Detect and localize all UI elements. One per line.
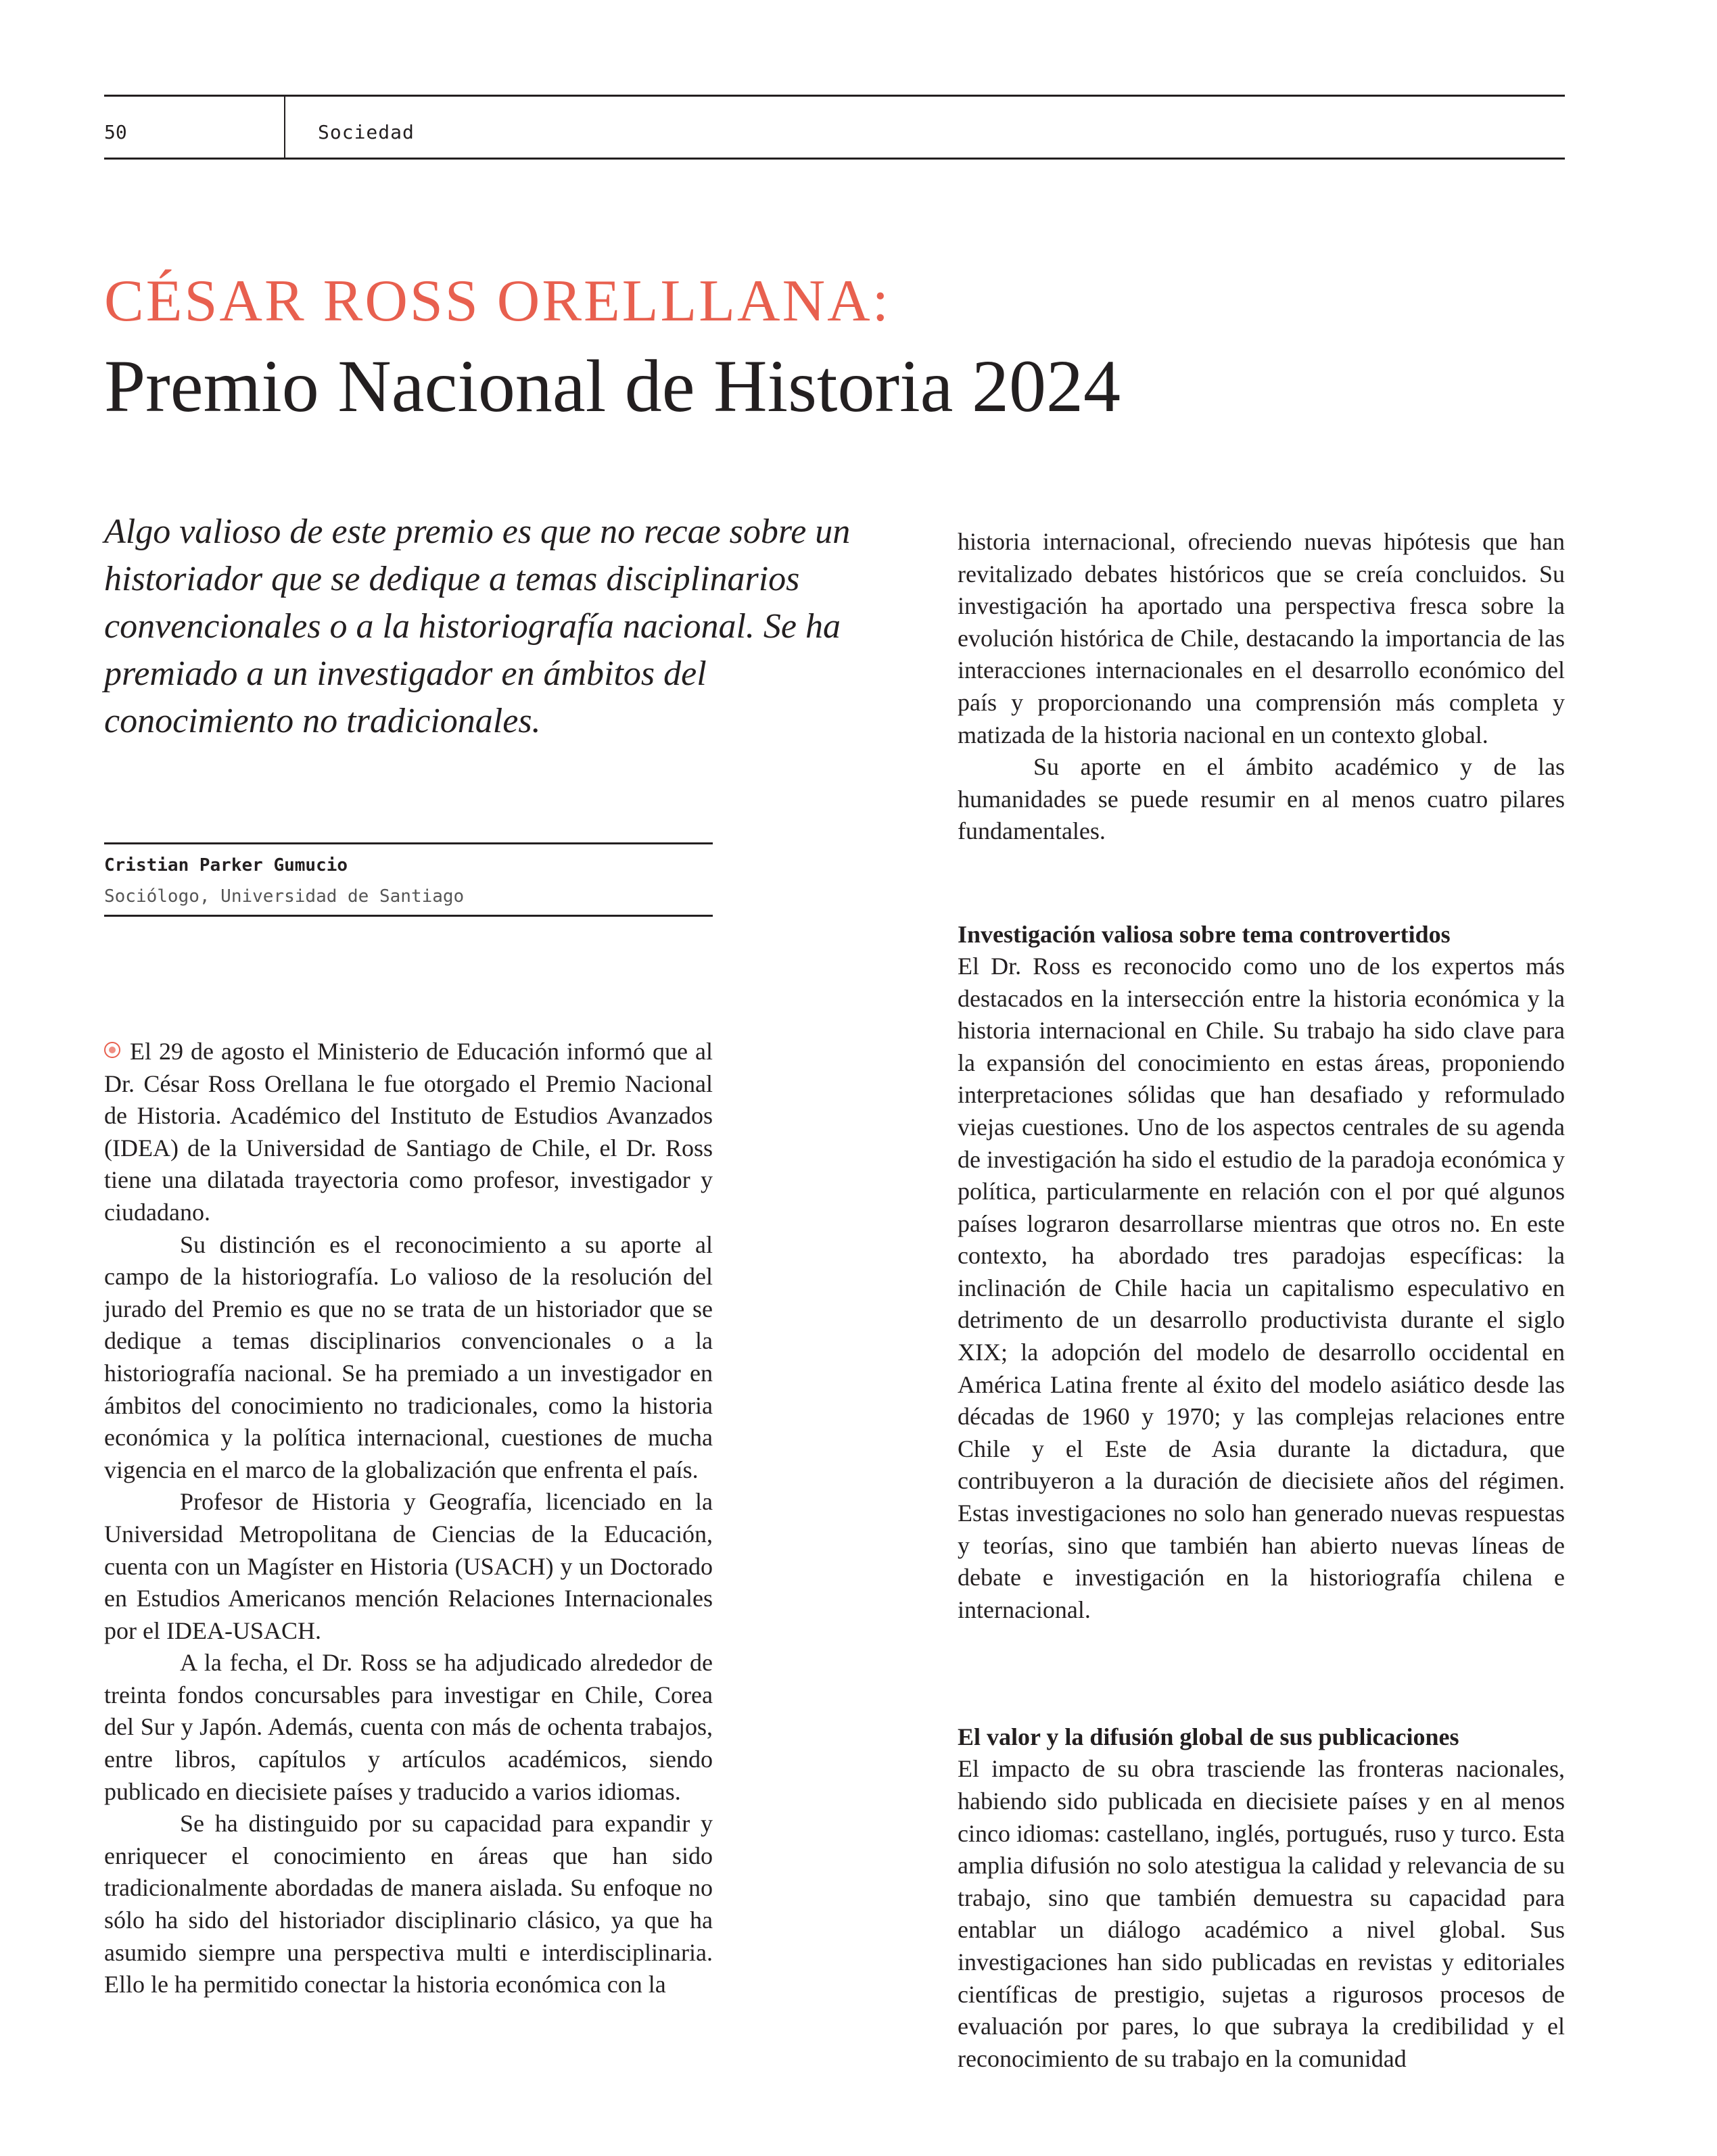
article-lead: Algo valioso de este premio es que no recae sobre un historiador que se dedique a temas disciplinarios convencionales o a la historiografía nacional. Se ha premiado a un investigador en ámbitos del conocimiento no tradicionales. [104,512,851,740]
author-box [104,842,713,917]
paragraph-2: Su distinción es el reconocimiento a su aporte al campo de la historiografía. Lo valioso de la resolución del jurado del Premio es que no se trata de un historiador que se dedique a temas disciplinarios convencionales o a la historiografía nacional. Se ha premiado a un investigador en ámbitos del conocimiento no tradicionales, como la historia económica y la política internacional, cuestiones de mucha vigencia en el marco de la globalización que enfrenta el país. [104,1230,713,1483]
ornament-icon [104,1042,120,1058]
subheading-2: El valor y la difusión global de sus publicaciones [958,1723,1459,1751]
paragraph-pillars: Su aporte en el ámbito académico y de las humanidades se puede resumir en al menos cuatro pilares fundamentales. [958,753,1565,845]
right-column [958,526,1565,2075]
subheading-1-body: El Dr. Ross es reconocido como uno de los expertos más destacados en la intersección entre la historia económica y la historia internacional en Chile. Su trabajo ha sido clave para la expansión del conocimiento en estas áreas, proponiendo interpretaciones sólidas que han desafiado y reformulado viejas cuestiones. Uno de los aspectos centrales de su agenda de investigación ha sido el estudio de la paradoja económica y política, particularmente en relación con el por qué algunos países lograron desarrollarse mientras que otros no. En este contexto, ha abordado tres paradojas específicas: la inclinación de Chile hacia un capitalismo especulativo en detrimento de un desarrollo productivista durante el siglo XIX; la adopción del modelo de desarrollo occidental en América Latina frente al éxito del modelo asiático desde las décadas de 1960 y 1970; y las complejas relaciones entre Chile y el Este de Asia durante la dictadura, que contribuyeron a la duración de diecisiete años del régimen. Estas investigaciones no solo han generado nuevas respuestas y teorías, sino que también han abierto nuevas líneas de debate e investigación en la historiografía chilena e internacional. [958,952,1565,1623]
header-divider [284,97,285,158]
author-role: Sociólogo, Universidad de Santiago [104,886,465,907]
spacer [958,1626,1565,1721]
spacer [958,848,1565,918]
section-label: Sociedad [318,121,415,143]
paragraph-3: Profesor de Historia y Geografía, licenciado en la Universidad Metropolitana de Ciencias de la Educación, cuenta con un Magíster en Historia (USACH) y un Doctorado en Estudios Americanos mención Relaciones Internacionales por el IDEA-USACH. [104,1488,713,1644]
left-column [104,1036,713,2001]
article-kicker: CÉSAR ROSS ORELLLANA: [104,268,891,334]
page-header [104,95,1565,160]
subheading-2-body: El impacto de su obra trasciende las fronteras nacionales, habiendo sido publicada en diecisiete países y en al menos cinco idiomas: castellano, inglés, portugués, ruso y turco. Esta amplia difusión no solo atestigua la calidad y relevancia de su trabajo, sino que también demuestra su capacidad para entablar un diálogo académico a nivel global. Sus investigaciones han sido publicadas en revistas y editoriales científicas de prestigio, sujetas a rigurosos procesos de evaluación por pares, lo que subraya la credibilidad y el reconocimiento de su trabajo en la comunidad [958,1755,1565,2072]
paragraph-1-text: El 29 de agosto el Ministerio de Educación informó que al Dr. César Ross Orellana le fue otorgado el Premio Nacional de Historia. Académico del Instituto de Estudios Avanzados (IDEA) de la Universidad de Santiago de Chile, el Dr. Ross tiene una dilatada trayectoria como profesor, investigador y ciudadano. [104,1038,713,1226]
paragraph-5: Se ha distinguido por su capacidad para expandir y enriquecer el conocimiento en áreas que han sido tradicionalmente abordadas de manera aislada. Su enfoque no sólo ha sido del historiador disciplinario clásico, ya que ha asumido siempre una perspectiva multi e interdisciplinaria. Ello le ha permitido conectar la historia económica con la [104,1810,713,1998]
paragraph-1 [104,1036,713,1229]
article-title: Premio Nacional de Historia 2024 [104,345,1121,427]
paragraph-continued: historia internacional, ofreciendo nuevas hipótesis que han revitalizado debates históricos que se creía concluidos. Su investigación ha aportado una perspectiva fresca sobre la evolución histórica de Chile, destacando la importancia de las interacciones internacionales en el desarrollo económico del país y proporcionando una comprensión más completa y matizada de la historia nacional en un contexto global. [958,528,1565,748]
page-number: 50 [104,121,127,143]
author-name: Cristian Parker Gumucio [104,855,348,876]
subheading-1: Investigación valiosa sobre tema controvertidos [958,920,1451,948]
paragraph-4: A la fecha, el Dr. Ross se ha adjudicado alrededor de treinta fondos concursables para investigar en Chile, Corea del Sur y Japón. Además, cuenta con más de ochenta trabajos, entre libros, capítulos y artículos académicos, siendo publicado en diecisiete países y traducido a varios idiomas. [104,1649,713,1805]
